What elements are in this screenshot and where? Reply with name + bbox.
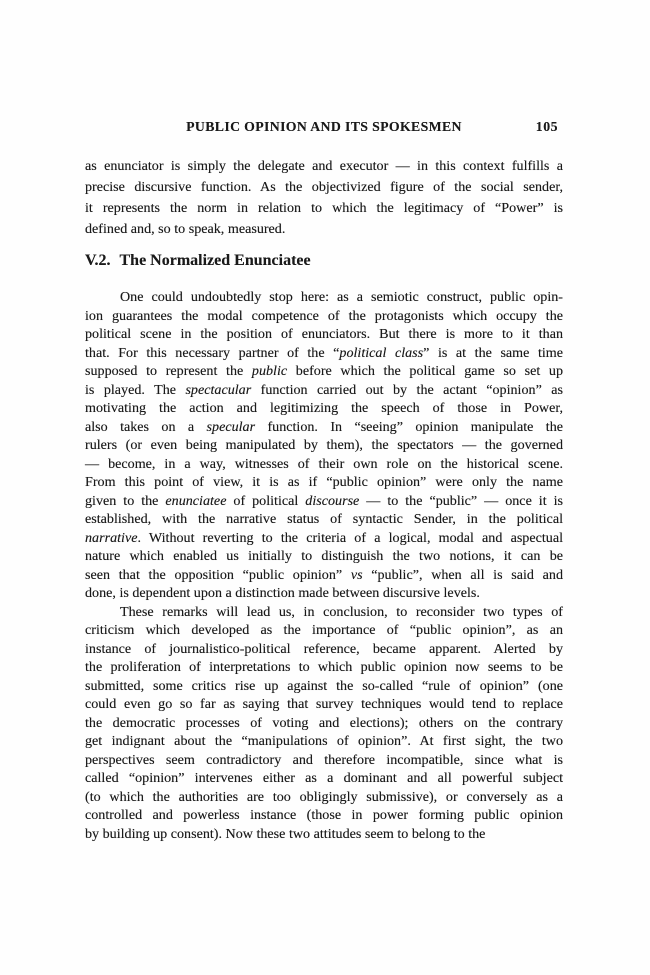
text-segment: it represents the norm in relation to which the legitimacy of “Power” is [85, 200, 563, 216]
text-line [85, 788, 563, 807]
text-segment: ion guarantees the modal competence of the protagonists which occupy the [85, 307, 563, 324]
text-segment: could even go so far as saying that survey techniques would tend to replace [85, 696, 563, 712]
text-line [85, 547, 563, 566]
italic-text: public [251, 363, 288, 379]
text-line [85, 584, 563, 603]
text-segment: also takes on a [85, 418, 207, 435]
text-segment: instance of journalistico-political reference, became apparent. Alerted by [85, 640, 563, 657]
text-line [85, 751, 563, 770]
text-line [85, 658, 563, 677]
text-line [85, 307, 563, 326]
text-segment: the proliferation of interpretations to which public opinion now seems to be [85, 659, 563, 675]
text-segment: defined and, so to speak, measured. [85, 221, 286, 237]
text-segment: is played. The [85, 381, 186, 398]
text-segment: nature which enabled us initially to distinguish the two notions, it can be [85, 548, 563, 564]
running-header [85, 119, 563, 135]
section-number: V.2. [85, 252, 111, 269]
text-line [85, 603, 563, 622]
text-segment: perspectives seem contradictory and therefore incompatible, since what is [85, 751, 563, 768]
text-segment: given to the [85, 492, 166, 509]
text-line [85, 677, 563, 696]
text-segment: function carried out by the actant “opinion” as [251, 381, 563, 398]
text-segment: before which the political game so set up [287, 363, 563, 379]
text-line [85, 510, 563, 529]
text-segment: seen that the opposition “public opinion” [85, 566, 351, 583]
text-line [85, 695, 563, 714]
text-segment: political scene in the position of enunciators. But there is more to it than [85, 326, 563, 342]
text-segment: done, is dependent upon a distinction made between discursive levels. [85, 585, 480, 601]
text-segment: established, with the narrative status of syntactic Sender, in the political [85, 511, 563, 527]
text-segment: These remarks will lead us, in conclusion, to reconsider two types of [120, 603, 563, 620]
page-number: 105 [535, 119, 558, 134]
text-segment: by building up consent). Now these two attitudes seem to belong to the [85, 825, 486, 842]
text-segment: — become, in a way, witnesses of their own role on the historical scene. [85, 455, 563, 472]
text-segment: as enunciator is simply the delegate and executor — in this context fulfills a [85, 158, 563, 174]
running-title: PUBLIC OPINION AND ITS SPOKESMEN [186, 119, 462, 134]
text-segment: criticism which developed as the importance of “public opinion”, as an [85, 622, 563, 638]
text-segment: ” is at the same time [423, 344, 564, 361]
text-line [85, 436, 563, 455]
text-line [85, 362, 563, 381]
text-segment: supposed to represent the [85, 363, 252, 379]
italic-text: spectacular [185, 381, 252, 398]
text-line [85, 177, 563, 198]
text-segment: — to the “public” — once it is [359, 492, 563, 509]
italic-text: enunciatee [165, 492, 227, 509]
italic-text: narrative [85, 529, 138, 546]
text-line [85, 418, 563, 437]
text-segment: From this point of view, it is as if “public opinion” were only the name [85, 474, 563, 490]
text-line [85, 344, 563, 363]
text-line [85, 529, 563, 548]
text-line [85, 473, 563, 492]
text-line [85, 288, 563, 307]
text-segment: that. For this necessary partner of the “ [85, 344, 340, 361]
italic-text: specular [206, 418, 256, 435]
italic-text: discourse [305, 492, 360, 509]
body-paragraphs [85, 288, 563, 843]
paragraph [85, 603, 563, 844]
text-line [85, 198, 563, 219]
section-title: The Normalized Enunciatee [119, 252, 311, 269]
text-segment: rulers (or even being manipulated by them), the spectators — the governed [85, 437, 563, 453]
text-segment: precise discursive function. As the objectivized figure of the social sender, [85, 179, 563, 195]
text-segment: (to which the authorities are too obligingly submissive), or conversely as a [85, 788, 563, 805]
text-line [85, 714, 563, 733]
text-segment: called “opinion” intervenes either as a dominant and all powerful subject [85, 770, 563, 786]
text-segment: submitted, some critics rise up against the so-called “rule of opinion” (one [85, 677, 563, 694]
text-segment: the democratic processes of voting and elections); others on the contrary [85, 714, 563, 731]
section-heading [85, 252, 563, 270]
text-segment: . Without reverting to the criteria of a logical, modal and aspectual [137, 529, 563, 546]
paragraph [85, 288, 563, 603]
text-line [85, 825, 563, 844]
text-line [85, 325, 563, 344]
text-line [85, 156, 563, 177]
text-line [85, 566, 563, 585]
text-line [85, 621, 563, 640]
text-line [85, 769, 563, 788]
text-segment: of political [226, 492, 306, 509]
text-segment: motivating the action and legitimizing the speech of those in Power, [85, 400, 563, 416]
text-line [85, 381, 563, 400]
italic-text: vs [350, 566, 363, 583]
text-segment: controlled and powerless instance (those in power forming public opinion [85, 807, 563, 823]
text-line [85, 492, 563, 511]
text-segment: “public”, when all is said and [362, 566, 563, 583]
text-line [85, 455, 563, 474]
text-line [85, 640, 563, 659]
text-segment: get indignant about the “manipulations of opinion”. At first sight, the two [85, 733, 563, 749]
text-line [85, 219, 563, 240]
text-segment: One could undoubtedly stop here: as a semiotic construct, public opin- [120, 289, 563, 305]
text-line [85, 399, 563, 418]
text-line [85, 732, 563, 751]
italic-text: political class [339, 344, 424, 361]
text-segment: function. In “seeing” opinion manipulate the [255, 418, 563, 435]
paragraph-continued [85, 156, 563, 240]
text-line [85, 806, 563, 825]
